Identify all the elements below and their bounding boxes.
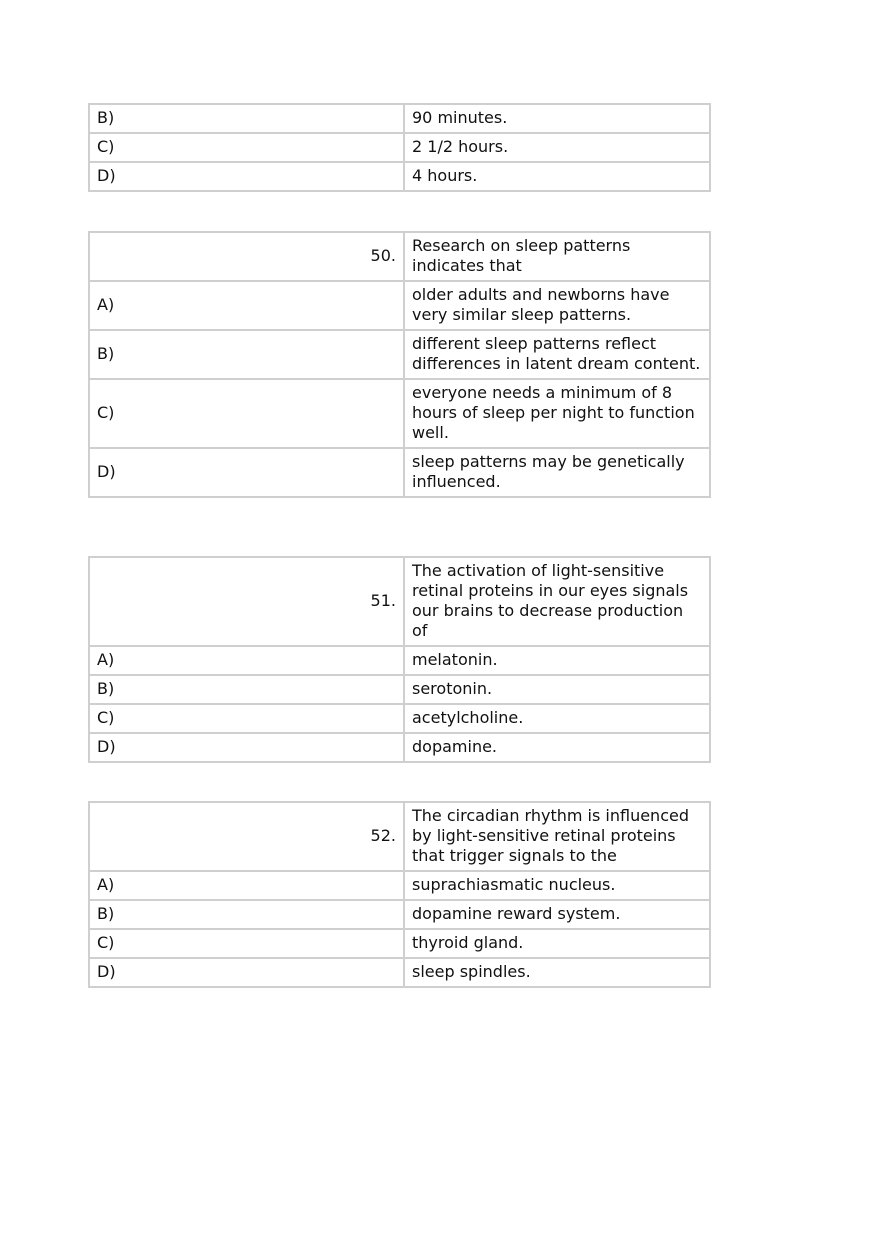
option-text: dopamine. xyxy=(404,733,710,762)
option-letter: B) xyxy=(89,104,404,133)
question-row xyxy=(89,802,710,871)
option-letter: C) xyxy=(89,929,404,958)
option-row xyxy=(89,675,710,704)
option-letter: D) xyxy=(89,162,404,191)
option-text: serotonin. xyxy=(404,675,710,704)
option-text: different sleep patterns reflect differences in latent dream content. xyxy=(404,330,710,379)
option-letter: D) xyxy=(89,958,404,987)
option-letter: B) xyxy=(89,675,404,704)
option-text: melatonin. xyxy=(404,646,710,675)
option-text: dopamine reward system. xyxy=(404,900,710,929)
question-number: 52. xyxy=(89,802,404,871)
question-52-table xyxy=(88,801,711,988)
question-number: 50. xyxy=(89,232,404,281)
option-letter: D) xyxy=(89,733,404,762)
option-letter: C) xyxy=(89,379,404,448)
question-row xyxy=(89,232,710,281)
option-text: sleep patterns may be genetically influenced. xyxy=(404,448,710,497)
option-row xyxy=(89,733,710,762)
option-row xyxy=(89,646,710,675)
option-letter: D) xyxy=(89,448,404,497)
option-text: older adults and newborns have very similar sleep patterns. xyxy=(404,281,710,330)
question-number: 51. xyxy=(89,557,404,646)
option-letter: A) xyxy=(89,871,404,900)
option-row xyxy=(89,704,710,733)
option-text: sleep spindles. xyxy=(404,958,710,987)
option-row xyxy=(89,929,710,958)
option-text: acetylcholine. xyxy=(404,704,710,733)
option-row xyxy=(89,379,710,448)
option-letter: A) xyxy=(89,281,404,330)
option-letter: A) xyxy=(89,646,404,675)
question-50-table xyxy=(88,231,711,498)
option-text: thyroid gland. xyxy=(404,929,710,958)
option-row xyxy=(89,104,710,133)
option-text: 4 hours. xyxy=(404,162,710,191)
option-text: suprachiasmatic nucleus. xyxy=(404,871,710,900)
option-row xyxy=(89,162,710,191)
option-letter: C) xyxy=(89,133,404,162)
option-row xyxy=(89,133,710,162)
option-text: 2 1/2 hours. xyxy=(404,133,710,162)
option-row xyxy=(89,448,710,497)
question-stem: The activation of light-sensitive retinal proteins in our eyes signals our brains to decrease production of xyxy=(404,557,710,646)
option-row xyxy=(89,281,710,330)
option-text: 90 minutes. xyxy=(404,104,710,133)
question-stem: The circadian rhythm is influenced by light-sensitive retinal proteins that trigger signals to the xyxy=(404,802,710,871)
question-row xyxy=(89,557,710,646)
option-letter: B) xyxy=(89,330,404,379)
option-text: everyone needs a minimum of 8 hours of sleep per night to function well. xyxy=(404,379,710,448)
question-stem: Research on sleep patterns indicates that xyxy=(404,232,710,281)
option-letter: C) xyxy=(89,704,404,733)
question-49-continued-table xyxy=(88,103,711,192)
question-51-table xyxy=(88,556,711,763)
option-row xyxy=(89,900,710,929)
option-row xyxy=(89,330,710,379)
option-row xyxy=(89,958,710,987)
option-letter: B) xyxy=(89,900,404,929)
option-row xyxy=(89,871,710,900)
